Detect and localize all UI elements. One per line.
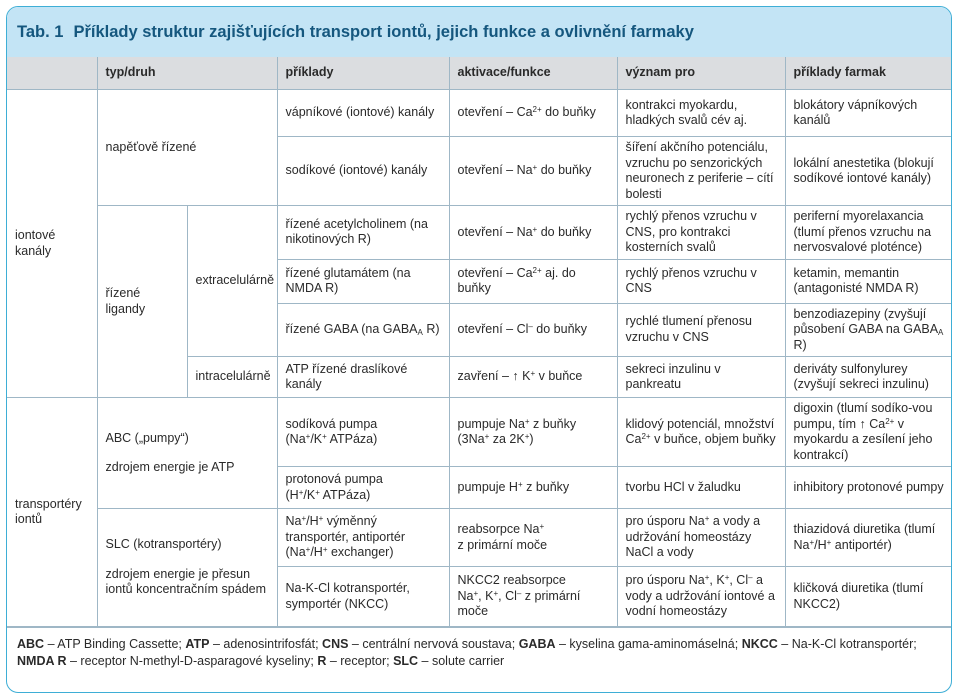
- significance-cell: sekreci inzulinu v pankreatu: [617, 357, 785, 398]
- group-transporters: transportéry iontů: [7, 398, 97, 627]
- activation-cell: otevření – $Ca^{2+}$ aj. do buňky: [449, 259, 617, 303]
- type-ligand-gated: řízené ligandy: [97, 206, 187, 398]
- example-cell: Na-K-Cl kotransportér, symportér (NKCC): [277, 567, 449, 627]
- type-slc: SLC (kotransportéry) zdrojem energie je přesun iontů koncentračním spádem: [97, 509, 277, 627]
- example-cell: řízené GABA (na $GABA_A$ R): [277, 303, 449, 357]
- type-intracellular: intracelulárně: [187, 357, 277, 398]
- header-activation: aktivace/funkce: [449, 57, 617, 90]
- example-cell: Na+/H+ výměnný transportér, antiportér (Na+/H+ exchanger): [277, 509, 449, 567]
- significance-cell: klidový potenciál, množství $Ca^{2+}$ v buňce, objem buňky: [617, 398, 785, 467]
- ion-transport-table: [7, 57, 952, 627]
- table-row: [7, 509, 952, 567]
- footnote-abbr: ABC: [17, 637, 45, 651]
- footnote-abbr: CNS: [322, 637, 349, 651]
- significance-cell: rychlé tlumení přenosu vzruchu v CNS: [617, 303, 785, 357]
- activation-cell: otevření – Na+ do buňky: [449, 206, 617, 260]
- drugs-cell: kličková diuretika (tlumí NKCC2): [785, 567, 952, 627]
- drugs-cell: lokální anestetika (blokují sodíkové iontové kanály): [785, 137, 952, 206]
- header-type: typ/druh: [97, 57, 277, 90]
- significance-cell: tvorbu HCl v žaludku: [617, 467, 785, 509]
- activation-cell: otevření – Cl– do buňky: [449, 303, 617, 357]
- significance-cell: šíření akčního potenciálu, vzruchu po senzorických neuronech z periferie – cítí bolesti: [617, 137, 785, 206]
- type-extracellular: extracelulárně: [187, 206, 277, 357]
- footnote-abbr: R: [317, 654, 327, 668]
- example-cell: řízené acetylcholinem (na nikotinových R): [277, 206, 449, 260]
- drugs-cell: inhibitory protonové pumpy: [785, 467, 952, 509]
- header-examples: příklady: [277, 57, 449, 90]
- example-cell: sodíková pumpa (Na+/K+ ATPáza): [277, 398, 449, 467]
- table-title: Příklady struktur zajišťujících transport iontů, jejich funkce a ovlivnění farmaky: [73, 22, 694, 41]
- table-row: [7, 398, 952, 467]
- type-voltage-gated: napěťově řízené: [97, 90, 277, 206]
- example-cell: ATP řízené draslíkové kanály: [277, 357, 449, 398]
- drugs-cell: benzodiazepiny (zvyšují působení GABA na $GABA_A$ R): [785, 303, 952, 357]
- activation-cell: otevření – $Ca^{2+}$ do buňky: [449, 90, 617, 137]
- activation-cell: zavření – ↑ K+ v buňce: [449, 357, 617, 398]
- table-title-bar: [7, 7, 951, 57]
- example-cell: sodíkové (iontové) kanály: [277, 137, 449, 206]
- header-significance: význam pro: [617, 57, 785, 90]
- footnote-abbr: SLC: [393, 654, 419, 668]
- example-cell: protonová pumpa (H+/K+ ATPáza): [277, 467, 449, 509]
- header-row: [7, 57, 952, 90]
- table-frame: [6, 6, 952, 693]
- header-group: [7, 57, 97, 90]
- example-cell: řízené glutamátem (na NMDA R): [277, 259, 449, 303]
- significance-cell: kontrakci myokardu, hladkých svalů cév aj.: [617, 90, 785, 137]
- example-cell: vápníkové (iontové) kanály: [277, 90, 449, 137]
- table-number: Tab. 1: [17, 22, 64, 41]
- significance-cell: pro úsporu Na+ a vody a udržování homeostázy NaCl a vody: [617, 509, 785, 567]
- significance-cell: rychlý přenos vzruchu v CNS, pro kontrakci kosterních svalů: [617, 206, 785, 260]
- table-row: [7, 90, 952, 137]
- activation-cell: pumpuje H+ z buňky: [449, 467, 617, 509]
- drugs-cell: deriváty sulfonylurey (zvyšují sekreci inzulinu): [785, 357, 952, 398]
- drugs-cell: thiazidová diuretika (tlumí Na+/H+ antiportér): [785, 509, 952, 567]
- activation-cell: otevření – Na+ do buňky: [449, 137, 617, 206]
- significance-cell: rychlý přenos vzruchu v CNS: [617, 259, 785, 303]
- type-abc: ABC („pumpy“) zdrojem energie je ATP: [97, 398, 277, 509]
- significance-cell: pro úsporu Na+, K+, Cl– a vody a udržování iontové a vodní homeostázy: [617, 567, 785, 627]
- activation-cell: reabsorpce Na+ z primární moče: [449, 509, 617, 567]
- activation-cell: NKCC2 reabsorpce Na+, K+, Cl– z primární moče: [449, 567, 617, 627]
- activation-cell: pumpuje Na+ z buňky (3Na+ za 2K+): [449, 398, 617, 467]
- table-footnote: ABC – ATP Binding Cassette; ATP – adenosintrifosfát; CNS – centrální nervová soustava; GABA – kyselina gama-aminomáselná; NKCC – Na-K-Cl kotransportér; NMDA R – receptor N-methyl-D-asparagové kyseliny; R – receptor; SLC – solute carrier: [7, 627, 951, 678]
- header-drugs: příklady farmak: [785, 57, 952, 90]
- table-row: [7, 206, 952, 260]
- drugs-cell: ketamin, memantin (antagonisté NMDA R): [785, 259, 952, 303]
- footnote-abbr: NKCC: [741, 637, 778, 651]
- footnote-abbr: GABA: [518, 637, 556, 651]
- group-ion-channels: iontové kanály: [7, 90, 97, 398]
- footnote-abbr: NMDA R: [17, 654, 67, 668]
- drugs-cell: blokátory vápníkových kanálů: [785, 90, 952, 137]
- drugs-cell: digoxin (tlumí sodíko-vou pumpu, tím ↑ $Ca^{2+}$ v myokardu a zesílení jeho kontrakcí): [785, 398, 952, 467]
- drugs-cell: periferní myorelaxancia (tlumí přenos vzruchu na nervosvalové ploténce): [785, 206, 952, 260]
- footnote-abbr: ATP: [185, 637, 210, 651]
